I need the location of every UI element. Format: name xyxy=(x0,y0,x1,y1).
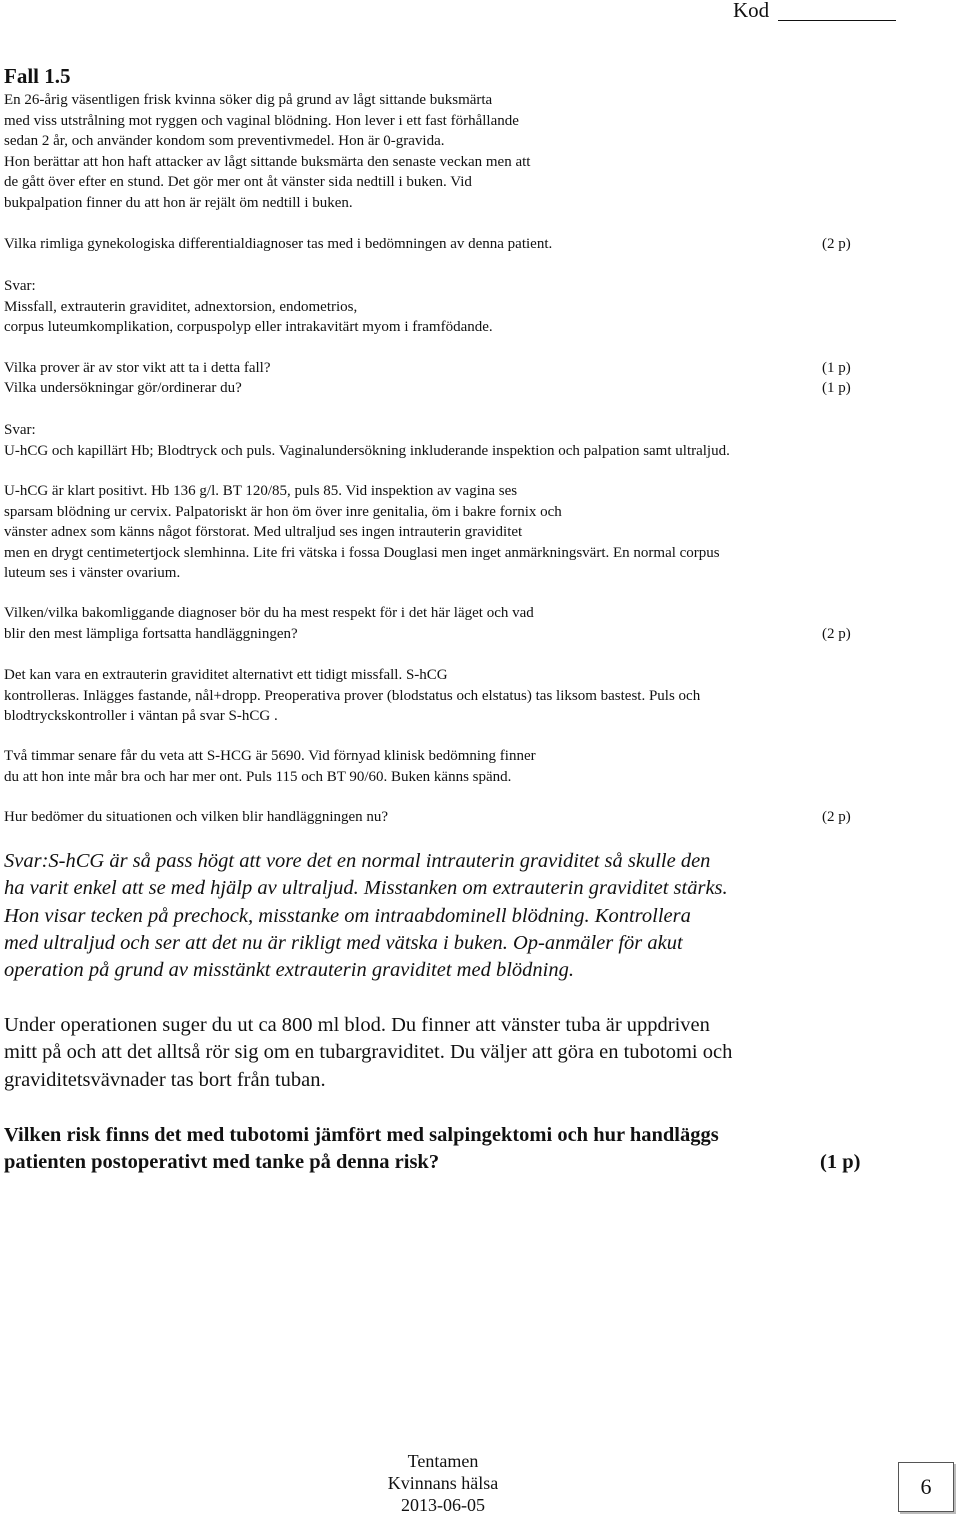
answer-3 xyxy=(4,665,700,727)
question-5 xyxy=(4,1122,719,1177)
question-3-points: (2 p) xyxy=(822,626,851,642)
answer-1 xyxy=(4,276,493,338)
update-line: Två timmar senare får du veta att S-HCG är 5690. Vid förnyad klinisk bedömning finner xyxy=(4,748,536,764)
answer-line: kontrolleras. Inlägges fastande, nål+dropp. Preoperativa prover (blodstatus och elstatus) tas liksom bastest. Puls och xyxy=(4,687,701,704)
kod-blank-line xyxy=(778,20,896,21)
intro-line: de gått över efter en stund. Det gör mer ont åt vänster sida nedtill i buken. Vid xyxy=(4,174,472,190)
answer-line: blodtryckskontroller i väntan på svar S-hCG . xyxy=(4,708,278,724)
findings-line: luteum ses i vänster ovarium. xyxy=(4,565,181,581)
question-2b: Vilka undersökningar gör/ordinerar du? xyxy=(4,380,242,396)
page-number: 6 xyxy=(920,1474,932,1499)
case-title: Fall 1.5 xyxy=(4,64,71,88)
question-2a: Vilka prover är av stor vikt att ta i detta fall? xyxy=(4,360,271,376)
intro-line: med viss utstrålning mot ryggen och vaginal blödning. Hon lever i ett fast förhållande xyxy=(4,112,519,129)
footer-date: 2013-06-05 xyxy=(401,1495,485,1515)
answer-line: Svar:S-hCG är så pass högt att vore det en normal intrauterin graviditet så skulle den xyxy=(4,850,711,872)
question-line: patienten postoperativt med tanke på denna risk? xyxy=(4,1151,440,1174)
question-line: Vilken risk finns det med tubotomi jämfört med salpingektomi och hur handläggs xyxy=(4,1124,719,1146)
question-4: Hur bedömer du situationen och vilken blir handläggningen nu? xyxy=(4,809,389,825)
update-paragraph xyxy=(4,746,536,787)
intro-paragraph xyxy=(4,90,530,213)
question-line: blir den mest lämpliga fortsatta handläggningen? xyxy=(4,625,298,642)
question-2a-points: (1 p) xyxy=(822,360,851,376)
findings-line: vänster adnex som känns något förstorat. Med ultraljud ses ingen intrauterin graviditet xyxy=(4,524,523,540)
question-5-points: (1 p) xyxy=(820,1151,861,1173)
question-4-points: (2 p) xyxy=(822,809,851,825)
findings-line: men en drygt centimetertjock slemhinna. Lite fri vätska i fossa Douglasi men inget anmärkningsvärt. En normal corpus xyxy=(4,544,720,561)
intro-line: bukpalpation finner du att hon är rejält öm nedtill i buken. xyxy=(4,194,353,211)
question-1: Vilka rimliga gynekologiska differentialdiagnoser tas med i bedömningen av denna patient. xyxy=(4,236,553,252)
findings-line: U-hCG är klart positivt. Hb 136 g/l. BT 120/85, puls 85. Vid inspektion av vagina ses xyxy=(4,483,518,499)
answer-line: Hon visar tecken på prechock, misstanke om intraabdominell blödning. Kontrollera xyxy=(4,904,691,927)
findings-line: sparsam blödning ur cervix. Palpatoriskt är hon öm över inre genitalia, öm i bakre fornix och xyxy=(4,503,562,520)
answer-line: corpus luteumkomplikation, corpuspolyp eller intrakavitärt myom i framfödande. xyxy=(4,319,493,335)
question-2b-points: (1 p) xyxy=(822,380,851,396)
answer-line: U-hCG och kapillärt Hb; Blodtryck och puls. Vaginalundersökning inkluderande inspektion och palpation samt ultraljud. xyxy=(4,442,730,459)
update-line: du att hon inte mår bra och har mer ont. Puls 115 och BT 90/60. Buken känns spänd. xyxy=(4,768,512,785)
intro-line: En 26-årig väsentligen frisk kvinna söker dig på grund av lågt sittande buksmärta xyxy=(4,92,493,108)
operation-line: Under operationen suger du ut ca 800 ml blod. Du finner att vänster tuba är uppdriven xyxy=(4,1014,710,1036)
answer-line: operation på grund av misstänkt extrauterin graviditet med blödning. xyxy=(4,959,574,982)
intro-line: Hon berättar att hon haft attacker av lågt sittande buksmärta den senaste veckan men att xyxy=(4,153,531,170)
question-3 xyxy=(4,603,534,644)
footer-course: Kvinnans hälsa xyxy=(387,1473,499,1493)
question-line: Vilken/vilka bakomliggande diagnoser bör du ha mest respekt för i det här läget och vad xyxy=(4,605,534,621)
answer-line: ha varit enkel att se med hjälp av ultraljud. Misstanken om extrauterin graviditet stärks. xyxy=(4,877,728,900)
kod-label: Kod xyxy=(733,0,770,22)
question-1-points: (2 p) xyxy=(822,236,851,252)
findings-paragraph xyxy=(4,481,720,584)
answer-line: Det kan vara en extrauterin graviditet alternativt ett tidigt missfall. S-hCG xyxy=(4,667,448,683)
operation-line: graviditetsvävnader tas bort från tuban. xyxy=(4,1068,326,1091)
operation-line: mitt på och att det alltså rör sig om en tubargraviditet. Du väljer att göra en tubotomi och xyxy=(4,1041,733,1064)
answer-label: Svar: xyxy=(4,422,36,438)
answer-2 xyxy=(4,420,730,461)
answer-line: Missfall, extrauterin graviditet, adnextorsion, endometrios, xyxy=(4,298,358,315)
intro-line: sedan 2 år, och använder kondom som preventivmedel. Hon är 0-gravida. xyxy=(4,133,445,149)
footer xyxy=(333,1450,553,1516)
answer-4 xyxy=(4,848,728,984)
answer-line: med ultraljud och ser att det nu är rikligt med vätska i buken. Op-anmäler för akut xyxy=(4,931,683,954)
footer-exam: Tentamen xyxy=(407,1451,479,1471)
answer-label: Svar: xyxy=(4,278,36,294)
operation-paragraph xyxy=(4,1012,732,1094)
page-number-box xyxy=(898,1462,954,1512)
